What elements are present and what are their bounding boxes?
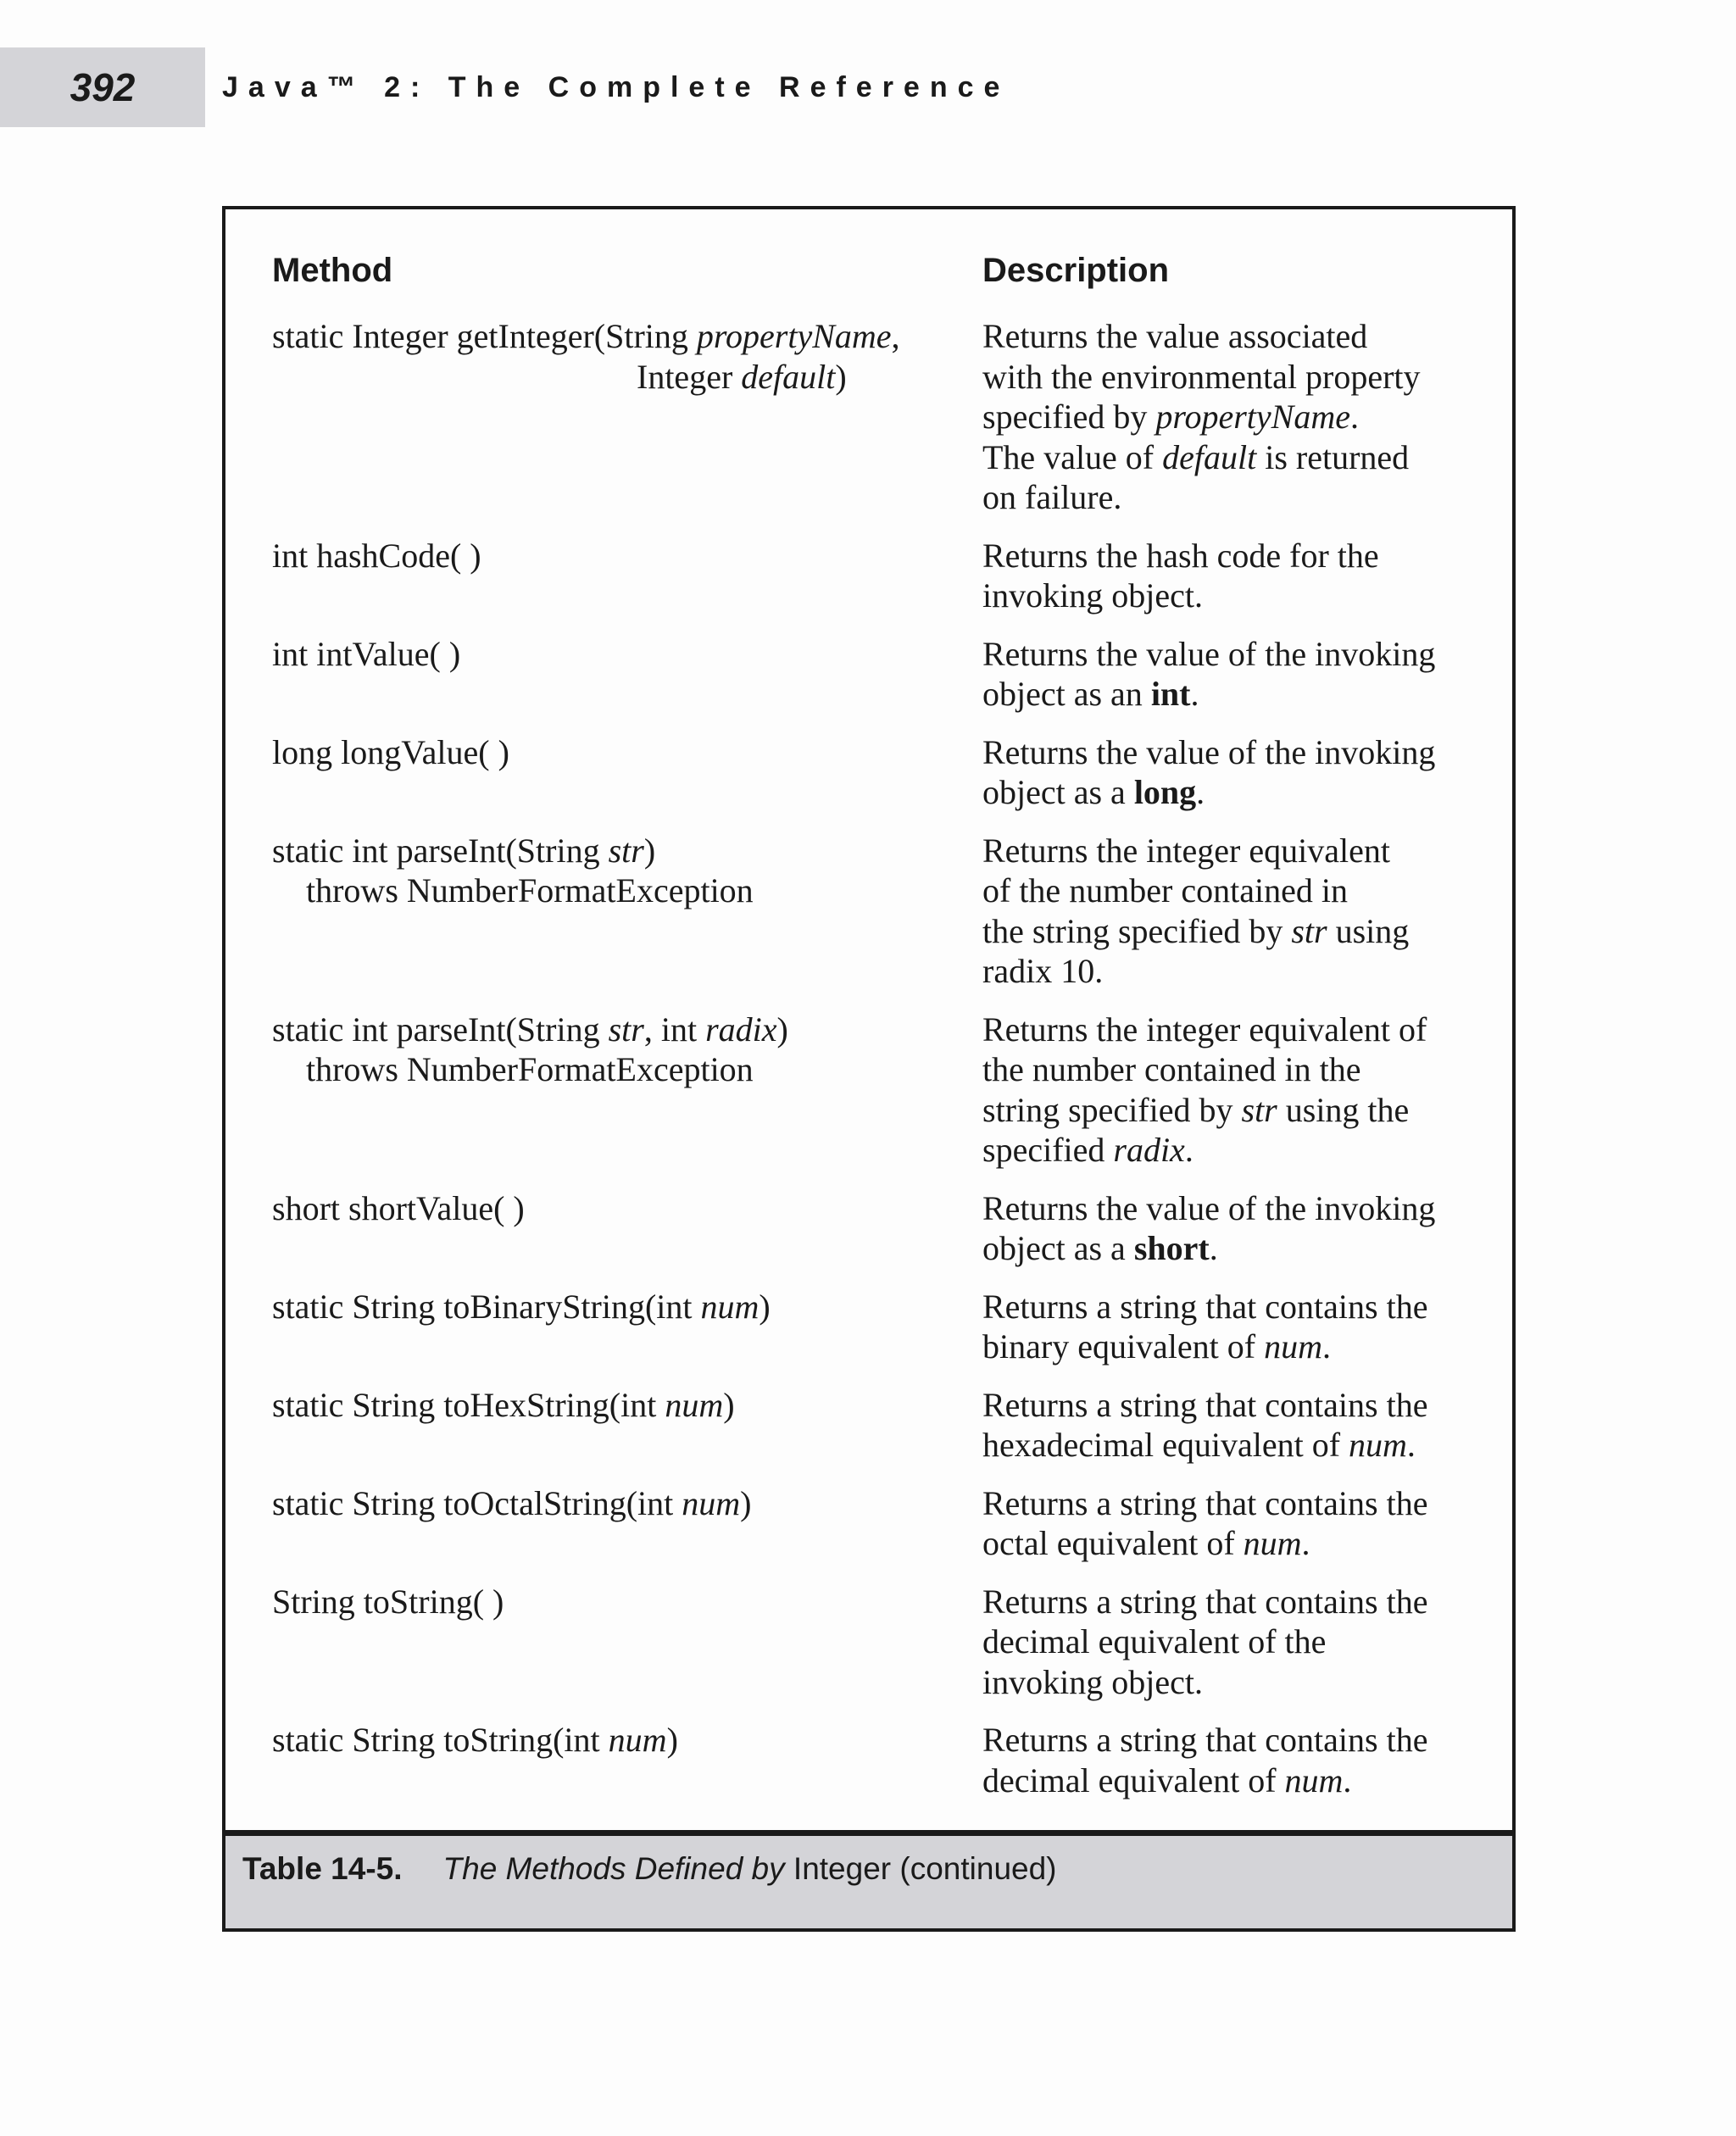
description-cell: Returns the value of the invoking object as a short.	[982, 1188, 1436, 1267]
table-row	[225, 1720, 1512, 1800]
method-column-header: Method	[272, 252, 393, 289]
caption-class-name: Integer (continued)	[784, 1851, 1057, 1886]
description-cell: Returns a string that contains the decimal equivalent of num.	[982, 1721, 1428, 1799]
table-row	[225, 1010, 1512, 1171]
table-row	[225, 1188, 1512, 1269]
method-cell: String toString( )	[272, 1582, 504, 1621]
method-cell: static String toString(int num)	[272, 1721, 678, 1759]
description-cell: Returns a string that contains the hexadecimal equivalent of num.	[982, 1385, 1428, 1464]
method-cell: short shortValue( )	[272, 1188, 525, 1227]
table-row	[225, 536, 1512, 616]
description-cell: Returns the hash code for the invoking object.	[982, 536, 1379, 615]
table-number: Table 14-5.	[242, 1851, 403, 1886]
method-cell: static String toHexString(int num)	[272, 1385, 735, 1424]
description-cell: Returns the integer equivalent of the number contained in the string specified by str using the specified radix.	[982, 1010, 1427, 1169]
table-header-row	[225, 252, 1512, 303]
method-cell: static String toBinaryString(int num)	[272, 1287, 771, 1326]
table-row	[225, 1483, 1512, 1564]
method-cell: static int parseInt(String str, int radix) throws NumberFormatException	[272, 1010, 788, 1088]
method-cell: int intValue( )	[272, 634, 461, 673]
caption-italic-text: The Methods Defined by	[442, 1851, 785, 1886]
table-row	[225, 732, 1512, 813]
method-cell: int hashCode( )	[272, 536, 481, 575]
description-cell: Returns a string that contains the decimal equivalent of the invoking object.	[982, 1582, 1428, 1701]
description-column-header: Description	[982, 252, 1170, 289]
description-cell: Returns the integer equivalent of the number contained in the string specified by str using radix 10.	[982, 831, 1410, 990]
table-row	[225, 634, 1512, 715]
method-cell: long longValue( )	[272, 732, 509, 771]
table-row	[225, 1385, 1512, 1466]
table-caption-bar	[225, 1830, 1512, 1928]
table-row	[225, 1287, 1512, 1367]
description-cell: Returns a string that contains the octal equivalent of num.	[982, 1483, 1428, 1562]
description-cell: Returns the value of the invoking object as an int.	[982, 634, 1436, 713]
table-caption	[242, 1851, 1057, 1887]
method-cell: static int parseInt(String str) throws NumberFormatException	[272, 831, 754, 909]
page-number: 392	[70, 65, 136, 109]
description-cell: Returns the value of the invoking object as a long.	[982, 732, 1436, 811]
method-cell: static Integer getInteger(String propertyName, Integer default)	[272, 317, 900, 396]
running-head: Java™ 2: The Complete Reference	[222, 71, 1010, 103]
method-cell: static String toOctalString(int num)	[272, 1483, 752, 1522]
table-row	[225, 831, 1512, 992]
description-cell: Returns a string that contains the binary equivalent of num.	[982, 1287, 1428, 1366]
page-number-box	[0, 47, 205, 127]
methods-table	[222, 206, 1516, 1932]
table-row	[225, 316, 1512, 518]
table-body	[225, 316, 1512, 1818]
description-cell: Returns the value associated with the environmental property specified by propertyName. The value of default is returned on failure.	[982, 317, 1421, 516]
table-row	[225, 1582, 1512, 1703]
